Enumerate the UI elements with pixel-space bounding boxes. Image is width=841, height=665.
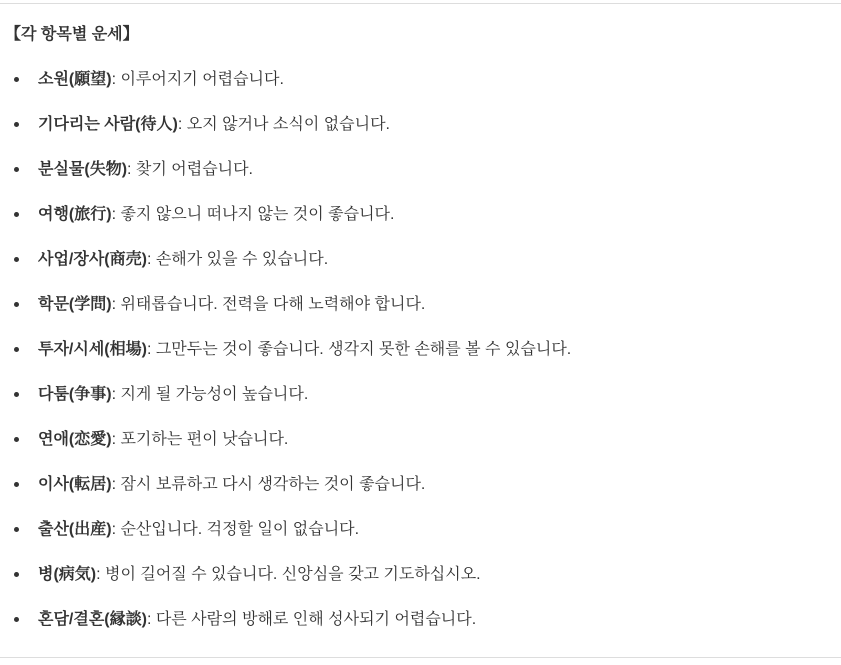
item-description: 그만두는 것이 좋습니다. 생각지 못한 손해를 볼 수 있습니다. xyxy=(155,341,572,358)
item-separator: : xyxy=(146,341,156,358)
item-description: 지게 될 가능성이 높습니다. xyxy=(120,386,309,403)
item-separator: : xyxy=(111,431,121,448)
fortune-section xyxy=(0,3,841,658)
list-item xyxy=(38,520,831,539)
bullet-icon xyxy=(14,167,19,172)
item-separator: : xyxy=(111,71,121,88)
list-item xyxy=(38,475,831,494)
item-label: 분실물(失物) xyxy=(38,161,128,178)
list-item xyxy=(38,70,831,89)
item-separator: : xyxy=(111,206,121,223)
list-item xyxy=(38,610,831,629)
list-item xyxy=(38,430,831,449)
item-description: 포기하는 편이 낫습니다. xyxy=(120,431,289,448)
item-separator: : xyxy=(127,161,136,178)
item-description: 순산입니다. 걱정할 일이 없습니다. xyxy=(120,521,360,538)
item-separator: : xyxy=(96,566,106,583)
bullet-icon xyxy=(14,122,19,127)
item-label: 투자/시세(相場) xyxy=(38,341,147,358)
bullet-icon xyxy=(14,572,19,577)
bullet-icon xyxy=(14,302,19,307)
item-separator: : xyxy=(177,116,187,133)
item-label: 기다리는 사람(待人) xyxy=(38,116,178,133)
list-item xyxy=(38,250,831,269)
bullet-icon xyxy=(14,392,19,397)
bullet-icon xyxy=(14,77,19,82)
bullet-icon xyxy=(14,617,19,622)
item-label: 이사(転居) xyxy=(38,476,112,493)
item-label: 학문(学問) xyxy=(38,296,112,313)
list-item xyxy=(38,565,831,584)
item-label: 연애(恋愛) xyxy=(38,431,112,448)
item-label: 다툼(争事) xyxy=(38,386,112,403)
list-item xyxy=(38,385,831,404)
list-item xyxy=(38,160,831,179)
item-label: 출산(出産) xyxy=(38,521,112,538)
item-label: 혼담/결혼(縁談) xyxy=(38,611,147,628)
item-separator: : xyxy=(111,386,121,403)
item-description: 손해가 있을 수 있습니다. xyxy=(155,251,329,268)
section-heading: 【각 항목별 운세】 xyxy=(5,26,139,43)
item-separator: : xyxy=(146,251,156,268)
list-item xyxy=(38,205,831,224)
item-separator: : xyxy=(111,296,121,313)
item-description: 이루어지기 어렵습니다. xyxy=(120,71,284,88)
item-label: 소원(願望) xyxy=(38,71,112,88)
item-label: 여행(旅行) xyxy=(38,206,112,223)
bullet-icon xyxy=(14,347,19,352)
item-separator: : xyxy=(146,611,156,628)
item-description: 잠시 보류하고 다시 생각하는 것이 좋습니다. xyxy=(120,476,426,493)
bullet-icon xyxy=(14,257,19,262)
bullet-icon xyxy=(14,527,19,532)
item-description: 병이 길어질 수 있습니다. 신앙심을 갖고 기도하십시오. xyxy=(105,566,481,583)
item-description: 오지 않거나 소식이 없습니다. xyxy=(186,116,390,133)
item-description: 찾기 어렵습니다. xyxy=(135,161,254,178)
fortune-list xyxy=(5,70,831,629)
list-item xyxy=(38,295,831,314)
list-item xyxy=(38,340,831,359)
item-description: 위태롭습니다. 전력을 다해 노력해야 합니다. xyxy=(120,296,426,313)
item-label: 병(病気) xyxy=(38,566,97,583)
item-label: 사업/장사(商売) xyxy=(38,251,147,268)
item-separator: : xyxy=(111,521,121,538)
item-description: 다른 사람의 방해로 인해 성사되기 어렵습니다. xyxy=(155,611,477,628)
item-separator: : xyxy=(111,476,121,493)
bullet-icon xyxy=(14,482,19,487)
item-description: 좋지 않으니 떠나지 않는 것이 좋습니다. xyxy=(120,206,395,223)
bullet-icon xyxy=(14,437,19,442)
bullet-icon xyxy=(14,212,19,217)
list-item xyxy=(38,115,831,134)
